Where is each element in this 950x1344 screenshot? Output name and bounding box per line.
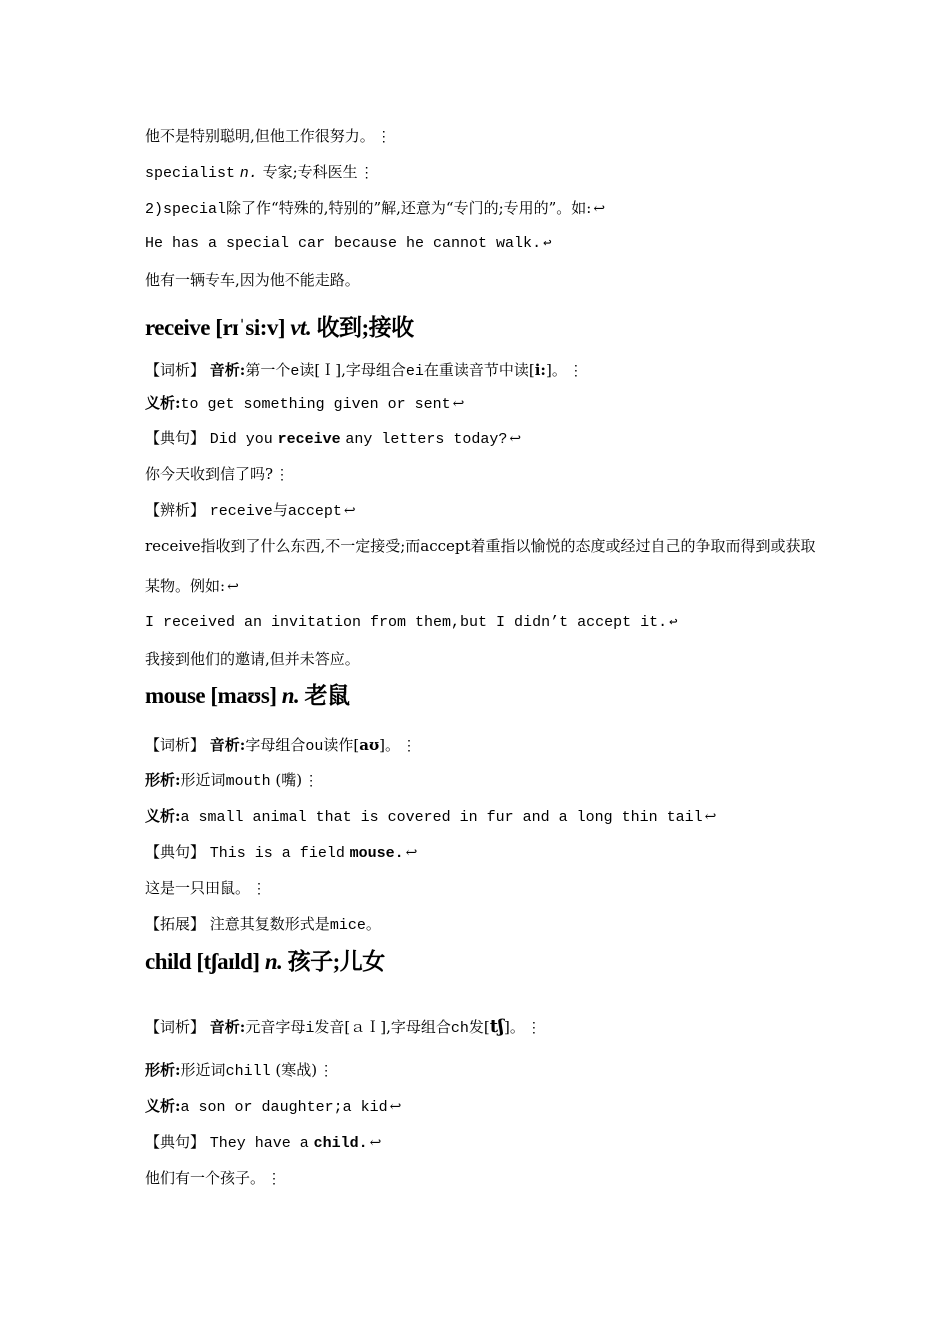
paragraph-mark-icon: ⋮ bbox=[376, 129, 391, 145]
label: 义析: bbox=[145, 394, 181, 412]
text: 发[ bbox=[468, 1018, 490, 1036]
receive-bianxi bbox=[145, 500, 356, 522]
mouse-dianju bbox=[145, 842, 417, 864]
child-xingxi bbox=[145, 1060, 333, 1082]
mouse-xingxi bbox=[145, 770, 318, 792]
child-dianju bbox=[145, 1132, 381, 1154]
letter: e bbox=[290, 363, 300, 380]
text: 形近词 bbox=[180, 771, 226, 789]
word: mouse bbox=[145, 683, 206, 708]
keyword: mouse. bbox=[349, 845, 404, 862]
text: I received an invitation from them,but I didn’t accept it. bbox=[145, 614, 668, 631]
line-break-icon: ↩ bbox=[369, 1135, 382, 1151]
pos: n. bbox=[264, 949, 283, 974]
example-cn bbox=[145, 270, 360, 290]
tag: 【词析】 bbox=[145, 361, 206, 379]
tag: 【典句】 bbox=[145, 843, 206, 861]
text: 与 bbox=[272, 501, 288, 519]
mouse-yixi bbox=[145, 806, 716, 828]
tag: 【词析】 bbox=[145, 1018, 206, 1036]
text: 他们有一个孩子。 bbox=[145, 1169, 266, 1187]
word: specialist bbox=[145, 165, 236, 182]
text: 这是一只田鼠。 bbox=[145, 879, 251, 897]
paragraph-mark-icon: ⋮ bbox=[319, 1063, 334, 1079]
receive-bianxi-para bbox=[145, 526, 825, 607]
tag: 【拓展】 bbox=[145, 915, 206, 933]
paragraph-mark-icon: ⋮ bbox=[568, 363, 583, 379]
meaning: 孩子;儿女 bbox=[287, 949, 385, 974]
phonetic-symbol: i: bbox=[534, 361, 546, 379]
line-break-icon: ↩ bbox=[343, 503, 356, 519]
pos: n. bbox=[239, 165, 258, 182]
text: 形近词 bbox=[180, 1061, 226, 1079]
meaning: 收到;接收 bbox=[316, 315, 414, 340]
tag: 【典句】 bbox=[145, 1133, 206, 1151]
text: 他不是特别聪明,但他工作很努力。 bbox=[145, 127, 375, 145]
paragraph: receive指收到了什么东西,不一定接受;而accept着重指以愉悦的态度或经过自己的争取而得到或获取某物。例如: bbox=[145, 537, 816, 595]
receive-example-en bbox=[145, 613, 678, 633]
entry-specialist bbox=[145, 162, 374, 184]
text: 我接到他们的邀请,但并未答应。 bbox=[145, 650, 360, 668]
line-break-icon: ↩ bbox=[452, 396, 465, 412]
paragraph-mark-icon: ⋮ bbox=[304, 773, 319, 789]
text: 读作[ bbox=[323, 736, 360, 754]
text: any letters today? bbox=[345, 431, 508, 448]
text: 第一个 bbox=[245, 361, 291, 379]
word: child bbox=[145, 949, 192, 974]
headword-child bbox=[145, 948, 385, 976]
meaning: 老鼠 bbox=[304, 683, 350, 708]
phonetic: [maʊs] bbox=[210, 683, 277, 708]
line-break-icon: ↩ bbox=[389, 1099, 402, 1115]
line-break-icon: ↩ bbox=[593, 201, 606, 217]
text: ]。 bbox=[545, 361, 567, 379]
letters: ou bbox=[305, 738, 324, 755]
label: 义析: bbox=[145, 1097, 181, 1115]
line-break-icon: ↩ bbox=[509, 431, 522, 447]
paragraph-mark-icon: ⋮ bbox=[275, 467, 290, 483]
mouse-tuozhan bbox=[145, 914, 381, 936]
special-note bbox=[145, 198, 605, 220]
word: chill bbox=[225, 1063, 271, 1080]
line-break-icon: ↩ bbox=[543, 236, 552, 252]
pos: vt. bbox=[290, 315, 312, 340]
line-break-icon: ↩ bbox=[704, 809, 717, 825]
text: 读[Ｉ],字母组合 bbox=[299, 361, 406, 379]
text: 在重读音节中读[ bbox=[423, 361, 535, 379]
line-break-icon: ↩ bbox=[405, 845, 418, 861]
text: This is a field bbox=[209, 845, 345, 862]
paragraph-mark-icon: ⋮ bbox=[252, 881, 267, 897]
text: 他有一辆专车,因为他不能走路。 bbox=[145, 271, 360, 289]
label: 音析: bbox=[209, 361, 246, 379]
word: accept bbox=[287, 503, 342, 520]
mouse-dianju-cn bbox=[145, 878, 266, 899]
text: They have a bbox=[209, 1135, 309, 1152]
label: 义析: bbox=[145, 807, 181, 825]
text: 你今天收到信了吗? bbox=[145, 465, 274, 483]
letters: ei bbox=[405, 363, 424, 380]
text: ]。 bbox=[504, 1018, 525, 1036]
example-en bbox=[145, 234, 552, 254]
text: 元音字母 bbox=[245, 1018, 306, 1036]
letter: i bbox=[305, 1020, 315, 1037]
word: mouth bbox=[225, 773, 271, 790]
phonetic: [rɪˈsi:v] bbox=[215, 315, 286, 340]
text: He has a special car because he cannot walk. bbox=[145, 235, 542, 252]
note: 除了作“特殊的,特别的”解,还意为“专门的;专用的”。如: bbox=[226, 199, 592, 217]
text: (寒战) bbox=[275, 1061, 318, 1079]
paragraph-mark-icon: ⋮ bbox=[526, 1020, 541, 1036]
keyword: child. bbox=[313, 1135, 368, 1152]
definition: to get something given or sent bbox=[180, 396, 451, 413]
definition: a son or daughter;a kid bbox=[180, 1099, 388, 1116]
pos: n. bbox=[281, 683, 300, 708]
word: special bbox=[163, 201, 227, 218]
paragraph-mark-icon: ⋮ bbox=[359, 165, 374, 181]
meaning: 专家;专科医生 bbox=[262, 163, 358, 181]
word: receive bbox=[209, 503, 273, 520]
receive-dianju bbox=[145, 428, 521, 450]
line-break-icon: ↩ bbox=[669, 615, 678, 631]
label: 音析: bbox=[209, 736, 246, 754]
paragraph-mark-icon: ⋮ bbox=[267, 1171, 282, 1187]
child-dianju-cn bbox=[145, 1168, 281, 1189]
paragraph-mark-icon: ⋮ bbox=[402, 738, 417, 754]
headword-mouse bbox=[145, 682, 350, 710]
phonetic: [tʃaɪld] bbox=[196, 949, 260, 974]
mouse-yinxi bbox=[145, 735, 416, 757]
tag: 【辨析】 bbox=[145, 501, 206, 519]
letters: ch bbox=[450, 1020, 469, 1037]
word: receive bbox=[145, 315, 211, 340]
word: mice bbox=[329, 917, 366, 934]
label: 音析: bbox=[209, 1018, 246, 1036]
sentence-cn-1 bbox=[145, 126, 391, 147]
child-yinxi bbox=[145, 1017, 541, 1039]
receive-yixi bbox=[145, 393, 464, 415]
text: 字母组合 bbox=[245, 736, 306, 754]
text: 注意其复数形式是 bbox=[209, 915, 330, 933]
definition: a small animal that is covered in fur and a long thin tail bbox=[180, 809, 703, 826]
headword-receive bbox=[145, 314, 414, 342]
text: 发音[ａＩ],字母组合 bbox=[314, 1018, 451, 1036]
receive-dianju-cn bbox=[145, 464, 289, 485]
phonetic-symbol: tʃ bbox=[489, 1016, 505, 1037]
tag: 【典句】 bbox=[145, 429, 206, 447]
receive-yinxi bbox=[145, 360, 583, 382]
line-break-icon: ↩ bbox=[227, 579, 239, 595]
num: 2) bbox=[145, 201, 164, 218]
receive-example-cn bbox=[145, 649, 360, 669]
text: (嘴) bbox=[275, 771, 303, 789]
text: 。 bbox=[365, 915, 381, 933]
keyword: receive bbox=[277, 431, 341, 448]
label: 形析: bbox=[145, 771, 181, 789]
phonetic-symbol: aʊ bbox=[359, 736, 380, 754]
label: 形析: bbox=[145, 1061, 181, 1079]
text: ]。 bbox=[379, 736, 401, 754]
text: Did you bbox=[209, 431, 273, 448]
child-yixi bbox=[145, 1096, 401, 1118]
tag: 【词析】 bbox=[145, 736, 206, 754]
